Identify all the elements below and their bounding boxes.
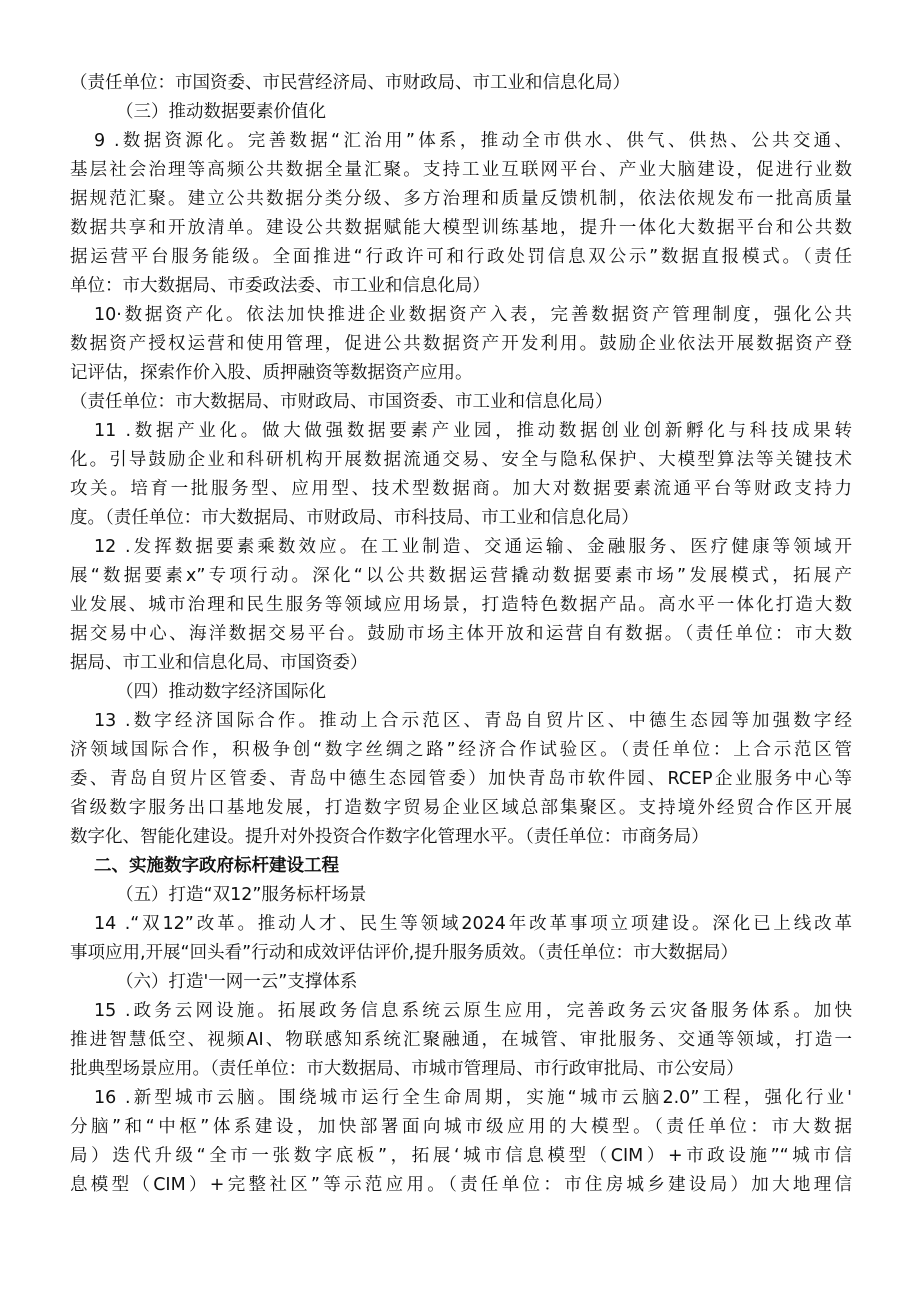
paragraph-line: 局）迭代升级“全市一张数字底板”，拓展‘城市信息模型（CIM）+市政设施”“城市信 bbox=[70, 1146, 852, 1166]
section-heading: （六）打造'一网一云”支撑体系 bbox=[116, 972, 358, 992]
paragraph-line: 据运营平台服务能级。全面推进“行政许可和行政处罚信息双公示”数据直报模式。（责任 bbox=[70, 247, 852, 267]
paragraph-line: 数据资产授权运营和使用管理，促进公共数据资产开发利用。鼓励企业依法开展数据资产登 bbox=[70, 334, 852, 354]
paragraph-line: 14 .“双12”改革。推动人才、民生等领域2024年改革事项立项建设。深化已上线改革 bbox=[94, 914, 852, 934]
paragraph-line: 化。引导鼓励企业和科研机构开展数据流通交易、安全与隐私保护、大模型算法等关键技术 bbox=[70, 450, 852, 470]
paragraph-line: 息模型（CIM）+完整社区”等示范应用。（责任单位：市住房城乡建设局）加大地理信 bbox=[70, 1175, 852, 1195]
paragraph-line: 省级数字服务出口基地发展，打造数字贸易企业区域总部集聚区。支持境外经贸合作区开展 bbox=[70, 798, 852, 818]
section-heading: （四）推动数字经济国际化 bbox=[116, 682, 326, 702]
paragraph-line: 基层社会治理等高频公共数据全量汇聚。支持工业互联网平台、产业大脑建设，促进行业数 bbox=[70, 160, 852, 180]
paragraph-line: 16 .新型城市云脑。围绕城市运行全生命周期，实施“城市云脑2.0”工程，强化行业' bbox=[94, 1088, 852, 1108]
paragraph-line: 数据共享和开放清单。建设公共数据赋能大模型训练基地，提升一体化大数据平台和公共数 bbox=[70, 218, 852, 238]
paragraph-line: 业发展、城市治理和民生服务等领域应用场景，打造特色数据产品。高水平一体化打造大数 bbox=[70, 595, 852, 615]
paragraph-line: 事项应用,开展“回头看”行动和成效评估评价,提升服务质效。（责任单位：市大数据局） bbox=[70, 943, 739, 963]
paragraph-line: 12 .发挥数据要素乘数效应。在工业制造、交通运输、金融服务、医疗健康等领域开 bbox=[94, 537, 852, 557]
paragraph-line: 度。（责任单位：市大数据局、市财政局、市科技局、市工业和信息化局） bbox=[70, 508, 639, 528]
paragraph-line: 展“数据要素x”专项行动。深化“以公共数据运营撬动数据要素市场”发展模式，拓展产 bbox=[70, 566, 852, 586]
paragraph-line: 推进智慧低空、视频AI、物联感知系统汇聚融通，在城管、审批服务、交通等领域，打造一 bbox=[70, 1030, 852, 1050]
paragraph-line: 批典型场景应用。（责任单位：市大数据局、市城市管理局、市行政审批局、市公安局） bbox=[70, 1059, 744, 1079]
paragraph-line: 单位：市大数据局、市委政法委、市工业和信息化局） bbox=[70, 276, 490, 296]
paragraph-line: 分脑”和“中枢”体系建设，加快部署面向城市级应用的大模型。（责任单位：市大数据 bbox=[70, 1117, 852, 1137]
paragraph-line: 攻关。培育一批服务型、应用型、技术型数据商。加大对数据要素流通平台等财政支持力 bbox=[70, 479, 852, 499]
paragraph-line: 据交易中心、海洋数据交易平台。鼓励市场主体开放和运营自有数据。（责任单位：市大数 bbox=[70, 624, 852, 644]
paragraph-line: 据规范汇聚。建立公共数据分类分级、多方治理和质量反馈机制，依法依规发布一批高质量 bbox=[70, 189, 852, 209]
paragraph-line: 13 .数字经济国际合作。推动上合示范区、青岛自贸片区、中德生态园等加强数字经 bbox=[94, 711, 852, 731]
paragraph-line: 数字化、智能化建设。提升对外投资合作数字化管理水平。（责任单位：市商务局） bbox=[70, 827, 709, 847]
paragraph-line: 11 .数据产业化。做大做强数据要素产业园，推动数据创业创新孵化与科技成果转 bbox=[94, 421, 852, 441]
section-heading: （五）打造“双12”服务标杆场景 bbox=[116, 885, 367, 905]
paragraph-line: 济领域国际合作，积极争创“数字丝绸之路”经济合作试验区。（责任单位：上合示范区管 bbox=[70, 740, 852, 760]
paragraph-line: 记评估，探索作价入股、质押融资等数据资产应用。 bbox=[70, 363, 473, 383]
paragraph-line: 15 .政务云网设施。拓展政务信息系统云原生应用，完善政务云灾备服务体系。加快 bbox=[94, 1001, 852, 1021]
paragraph-line: 据局、市工业和信息化局、市国资委） bbox=[70, 653, 368, 673]
chapter-heading: 二、实施数字政府标杆建设工程 bbox=[94, 856, 339, 876]
paragraph-line: 10·数据资产化。依法加快推进企业数据资产入表，完善数据资产管理制度，强化公共 bbox=[94, 305, 852, 325]
section-heading: （三）推动数据要素价值化 bbox=[116, 102, 326, 122]
paragraph-line: 委、青岛自贸片区管委、青岛中德生态园管委）加快青岛市软件园、RCEP企业服务中心等 bbox=[70, 769, 852, 789]
paragraph-line: 9 .数据资源化。完善数据“汇治用”体系，推动全市供水、供气、供热、公共交通、 bbox=[94, 131, 852, 151]
responsibility-line: （责任单位：市国资委、市民营经济局、市财政局、市工业和信息化局） bbox=[70, 73, 630, 93]
responsibility-line: （责任单位：市大数据局、市财政局、市国资委、市工业和信息化局） bbox=[70, 392, 613, 412]
